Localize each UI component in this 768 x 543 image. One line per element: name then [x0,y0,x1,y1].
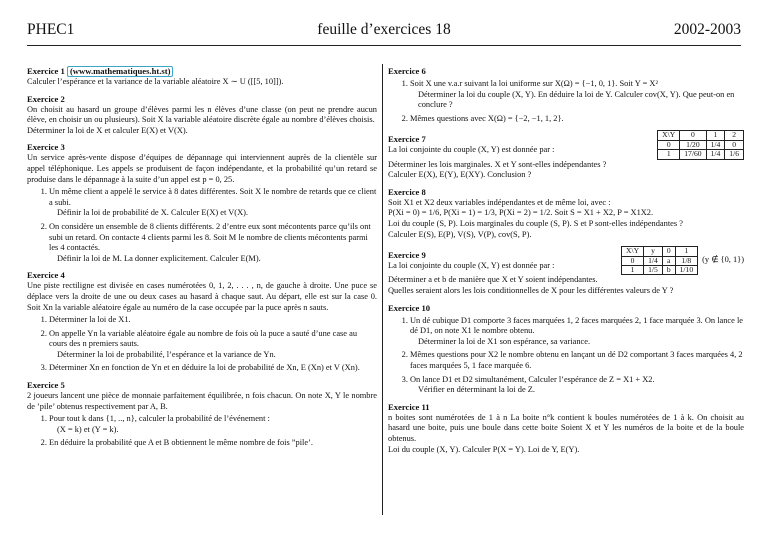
website-link[interactable]: (www.mathematiques.ht.st) [67,66,174,77]
table-row: X\Y 0 1 2 [658,131,744,140]
exercise-title: Exercice 1 [27,66,65,76]
exercise-body: Une piste rectiligne est divisée en cases numérotées 0, 1, 2, . . . , n, de gauche à droite. Une puce se déplace vers la droite de une ou deux cases au hasard à chaque saut. Au départ, elle est sur la case 0. Soit Xn la variable aléatoire égale au numéro de la case occupée par la puce après n sauts. [27,281,377,312]
exercise-3 [27,142,377,264]
exercise-11 [388,402,744,455]
exercise-body: n boites sont numérotées de 1 à n La boite n°k contient k boules numérotées de 1 à k. On choisit au hasard une boite, puis une boule dans cette boite Soient X et Y les numéros de la boite et de la boule obtenus. [388,412,744,443]
exercise-1 [27,66,377,88]
question-item: 2. Mêmes questions avec X(Ω) = {−2, −1, 1, 2}. [410,114,744,125]
question-item: 2. On considère un ensemble de 8 clients différents. 2 d’entre eux sont mécontents parce qu’ils ont subi un retard. On contacte 4 clients parmi les 8. Soit M le nombre de clients mécontents parmi les 4 contactés. Définir la loi de M. La donner explicitement. Calculer E(M). [49,222,377,264]
question-item: 3. On lance D1 et D2 simultanément, Calculer l’espérance de Z = X1 + X2. Vérifier en déterminant la loi de Z. [410,375,744,396]
exercise-title: Exercice 6 [388,66,426,76]
exercise-question: Déterminer a et b de manière que X et Y soient indépendantes. [388,275,598,285]
exercise-title: Exercice 5 [27,380,65,391]
exercise-lead: La loi conjointe du couple (X, Y) est donnée par : [388,260,555,270]
exercise-body: Soit X1 et X2 deux variables indépendantes et de même loi, avec : [388,197,611,207]
header-rule [27,45,741,46]
question-list [388,79,744,124]
table-condition: (y ∉ {0, 1}) [702,255,744,265]
question-item: 3. Déterminer Xn en fonction de Yn et en déduire la loi de probabilité de Xn, E (Xn) et V (Xn). [49,363,377,374]
exercise-title: Exercice 8 [388,186,426,197]
exercise-8 [388,187,744,240]
table-row: 0 1/20 1/4 0 [658,140,744,149]
table-row: 0 1/4 a 1/8 [622,256,698,265]
exercise-question: Loi du couple (X, Y). Calculer P(X = Y). Loi de Y, E(Y). [388,444,580,454]
exercise-title: Exercice 3 [27,142,65,153]
question-list [27,187,377,264]
question-item: 1. Soit X une v.a.r suivant la loi uniforme sur X(Ω) = {−1, 0, 1}. Soit Y = X² Déterminer la loi du couple (X, Y). En déduire la loi de Y. Calculer cov(X, Y). Que peut-on en conclure ? [410,79,744,111]
column-divider [382,64,383,515]
exercise-2 [27,94,377,137]
exercise-7 [388,130,744,180]
question-item: 1. Déterminer la loi de X1. [49,315,377,326]
exercise-question: Déterminer la loi de X et calculer E(X) et V(X). [27,125,188,135]
question-item: 1. Pour tout k dans {1, .., n}, calculer la probabilité de l’événement : (X = k) et (Y = k). [49,414,377,435]
exercise-body: On choisit au hasard un groupe d’élèves parmi les n élèves d’une classe (on peut ne prendre aucun élève, en choisir un ou plusieurs). Soit X la variable aléatoire discrète égale au nombre d’élèves choisis. [27,104,377,125]
exercise-4 [27,270,377,374]
header-course: PHEC1 [27,21,75,38]
exercise-formula: P(Xi = 0) = 1/6, P(Xi = 1) = 1/3, P(Xi = 2) = 1/2. Soit S = X1 + X2, P = X1X2. [388,208,654,218]
exercise-lead: La loi conjointe du couple (X, Y) est donnée par : [388,145,555,155]
exercise-title: Exercice 2 [27,93,65,104]
question-item: 2. Mêmes questions pour X2 le nombre obtenu en lançant un dé D2 comportant 3 faces marquées 4, 2 faces marquées 5, 1 face marquée 6. [410,350,744,371]
exercise-title: Exercice 9 [388,249,426,260]
table-row: 1 1/5 b 1/10 [622,265,698,274]
exercise-question: Quelles seraient alors les lois conditionnelles de X pour les différentes valeurs de Y ? [388,285,674,295]
question-list [388,316,744,396]
table-row: X\Y y 0 1 [622,247,698,256]
exercise-question: Calculer E(S), E(P), V(S), V(P), cov(S, P). [388,229,532,239]
question-list [27,315,377,374]
exercise-6 [388,66,744,124]
exercise-body: Un service après-vente dispose d’équipes de dépannage qui interviennent auprès de la clientèle sur appel téléphonique. Les appels se produisent de façon indépendante, et la probabilité qu’un retard se produise dans le dépannage à la suite d’un appel est p = 0, 25. [27,153,377,184]
joint-distribution-table [621,246,698,275]
left-column [27,66,377,455]
exercise-question: Déterminer les lois marginales. X et Y sont-elles indépendantes ? [388,159,607,169]
exercise-question: Loi du couple (S, P). Lois marginales du couple (S, P). S et P sont-elles indépendantes ? [388,218,683,228]
exercise-body: 2 joueurs lancent une pièce de monnaie parfaitement équilibrée, n fois chacun. On note X, Y le nombre de ’pile’ obtenus respectivement par A, B. [27,391,377,411]
exercise-10 [388,303,744,396]
question-list [27,414,377,449]
exercise-title: Exercice 7 [388,134,426,145]
exercise-title: Exercice 11 [388,401,430,412]
joint-distribution-table [657,130,744,159]
exercise-question: Calculer E(X), E(Y), E(XY). Conclusion ? [388,170,532,180]
question-item: 1. Un même client a appelé le service à 8 dates différentes. Soit X le nombre de retards que ce client a subi. Définir la loi de probabilité de X. Calculer E(X) et V(X). [49,187,377,219]
exercise-title: Exercice 10 [388,302,431,313]
right-column [388,66,744,461]
header-year: 2002-2003 [673,21,741,38]
question-item: 1. Un dé cubique D1 comporte 3 faces marquées 1, 2 faces marquées 2, 1 face marquée 3. On lance le dé D1, on note X1 le nombre obtenu. Déterminer la loi de X1 son espérance, sa variance. [410,316,744,348]
header-title: feuille d’exercices 18 [317,21,451,38]
question-item: 2. On appelle Yn la variable aléatoire égale au nombre de fois où la puce a sauté d’une case au cours des n premiers sauts. Déterminer la loi de probabilité, l’espérance et la variance de Yn. [49,329,377,361]
exercise-title: Exercice 4 [27,270,65,281]
table-row: 1 17/60 1/4 1/6 [658,150,744,159]
exercise-5 [27,380,377,449]
exercise-body: Calculer l’espérance et la variance de la variable aléatoire X ∼ U ([[5, 10]]). [27,77,284,86]
page-header [27,21,741,43]
question-item: 2. En déduire la probabilité que A et B obtiennent le même nombre de fois ”pile’. [49,438,377,449]
exercise-9 [388,246,744,296]
